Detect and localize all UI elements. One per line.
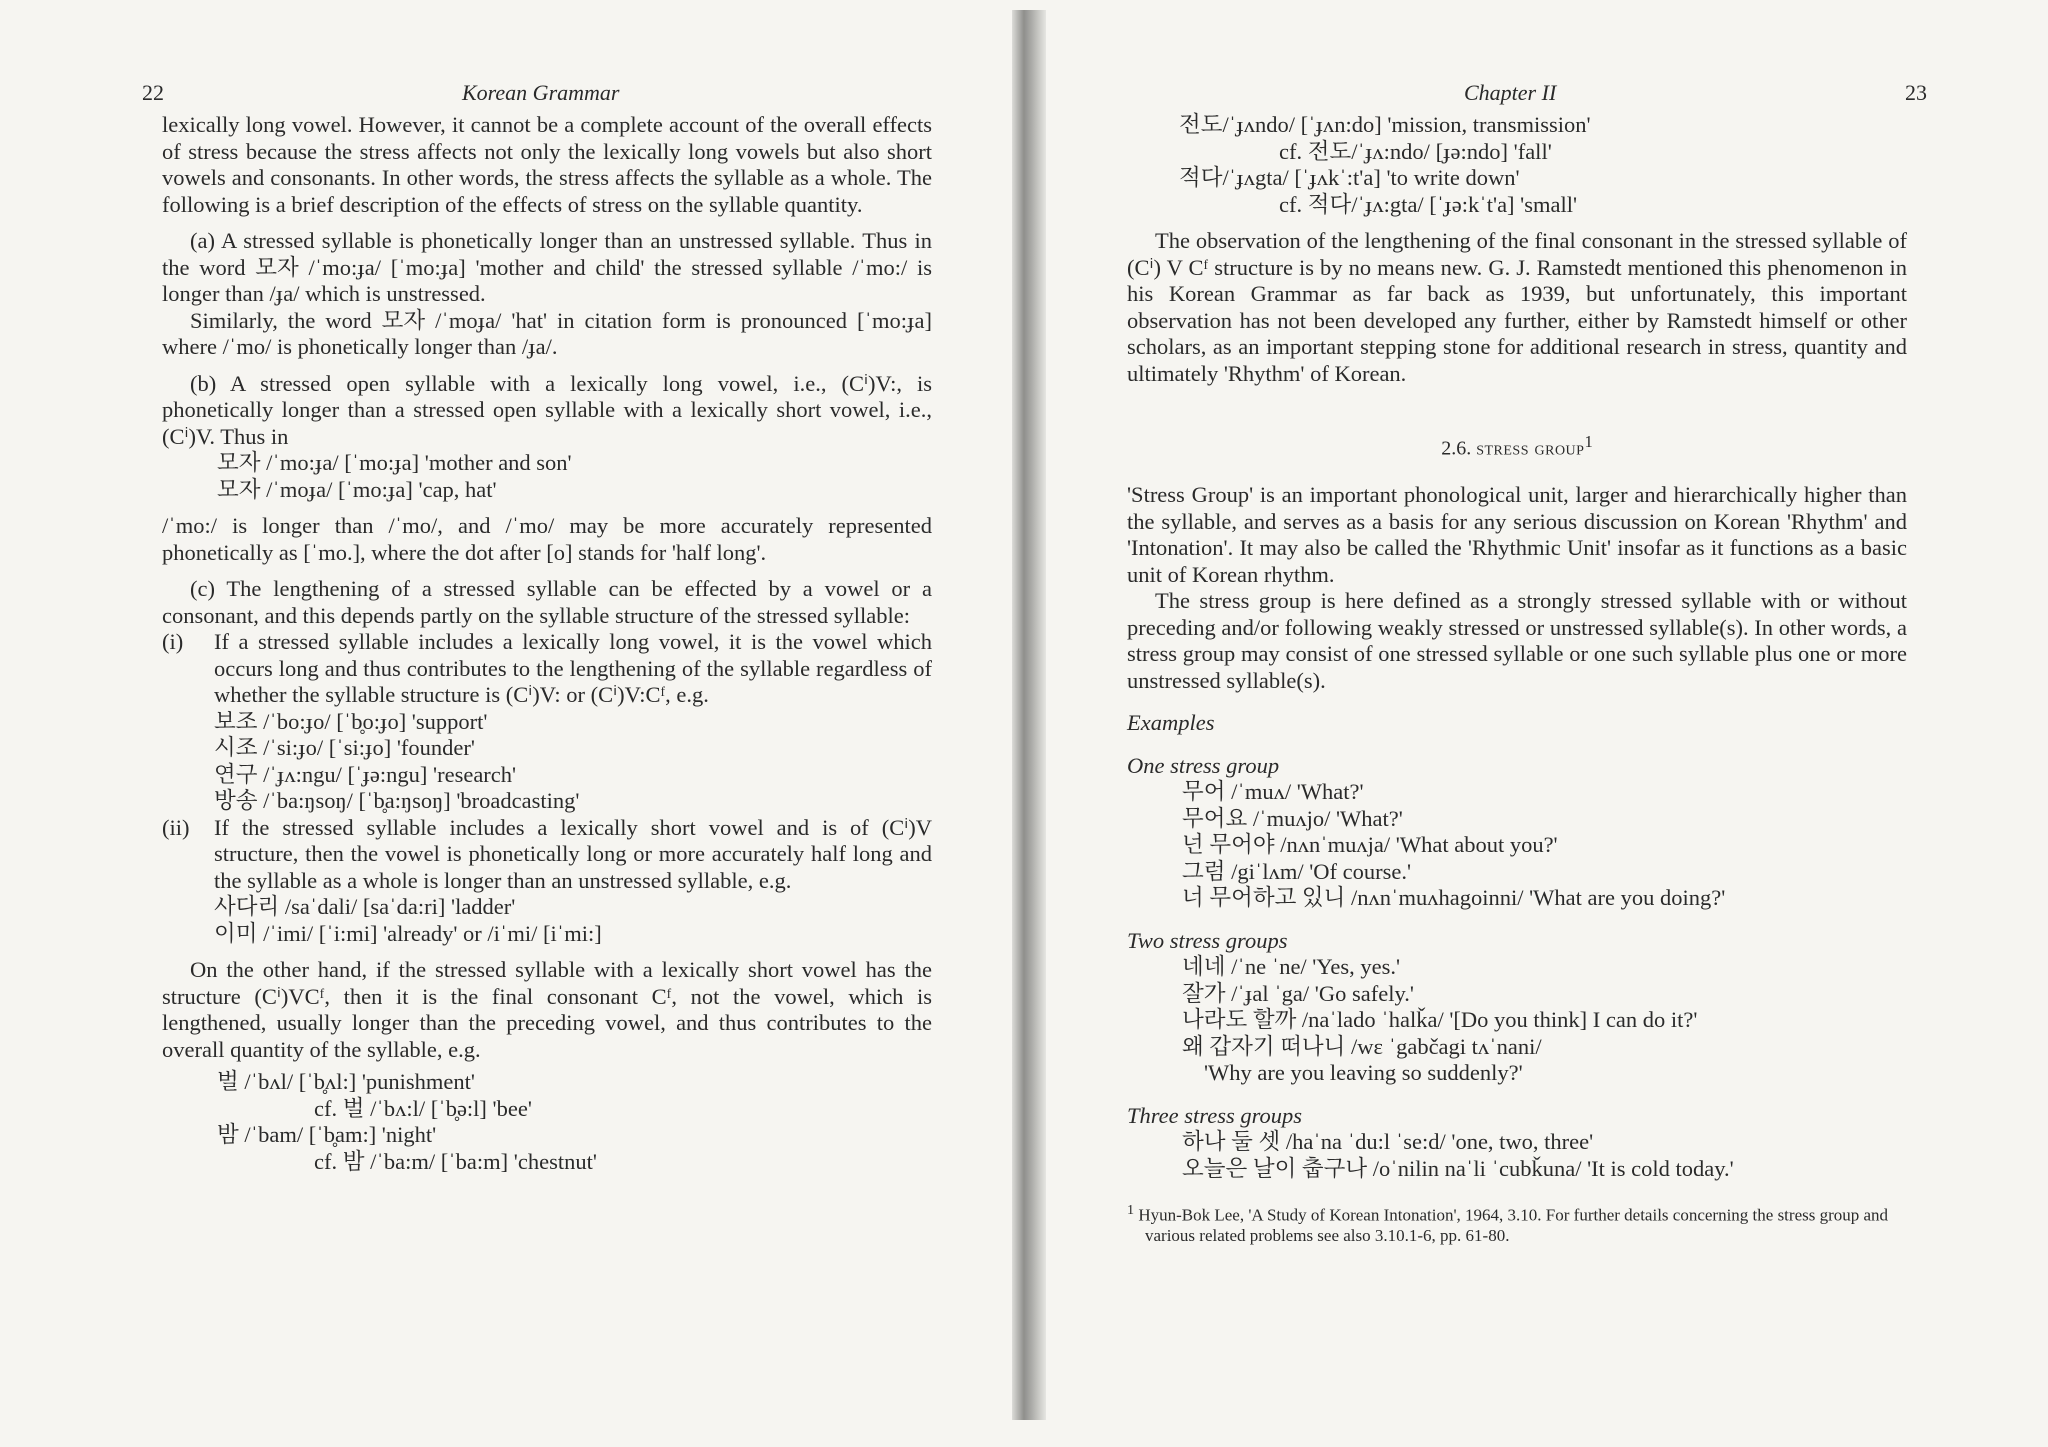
- example-list-final: [162, 1069, 932, 1175]
- left-running-head: [142, 80, 932, 112]
- paragraph: Similarly, the word 모자 /ˈmoɟa/ 'hat' in citation form is pronounced [ˈmo:ɟa] where /ˈmo/ is phonetically longer than /ɟa/.: [162, 307, 932, 359]
- example-line: cf. 전도/ˈɟʌ:ndo/ [ɟə:ndo] 'fall': [1279, 138, 1552, 164]
- example-line: 무어요 /ˈmuʌjo/ 'What?': [1182, 805, 1403, 831]
- section-number: 2.6.: [1441, 437, 1472, 460]
- examples-heading: Examples: [1127, 710, 1215, 736]
- three-stress-groups-heading: Three stress groups: [1127, 1102, 1303, 1128]
- right-running-head: [1127, 80, 1927, 112]
- paragraph: (a) A stressed syllable is phonetically longer than an unstressed syllable. Thus in the word 모자 /ˈmo:ɟa/ [ˈmo:ɟa] 'mother and child' the stressed syllable /ˈmo:/ is longer than /ɟa/ which is unstressed.: [162, 228, 932, 306]
- list-item-i: [162, 629, 932, 709]
- example-list-top: [1127, 112, 1907, 218]
- example-line: 벌 /ˈbʌl/ [ˈb̥ʌl:] 'punishment': [217, 1069, 475, 1094]
- section-heading: [1127, 429, 1907, 462]
- footnote-text: Hyun-Bok Lee, 'A Study of Korean Intonation', 1964, 3.10. For further details concerning the stress group and various related problems see also 3.10.1-6, pp. 61-80.: [1138, 1205, 1889, 1245]
- right-page-text: [1127, 80, 1927, 1246]
- example-line: 이미 /ˈimi/ [ˈi:mi] 'already' or /iˈmi/ [iˈmi:]: [214, 920, 602, 946]
- two-stress-groups-heading: Two stress groups: [1127, 927, 1288, 953]
- example-line: 모자 /ˈmo:ɟa/ [ˈmo:ɟa] 'mother and son': [217, 450, 572, 475]
- example-list-one: [1127, 779, 1907, 912]
- example-line: cf. 밤 /ˈba:m/ [ˈba:m] 'chestnut': [314, 1148, 597, 1174]
- example-line: 너 무어하고 있니 /nʌnˈmuʌhagoinni/ 'What are you doing?': [1182, 885, 1726, 911]
- right-page-number: 23: [1905, 80, 1927, 105]
- left-page: [0, 0, 1012, 1447]
- example-line: 연구 /ˈɟʌ:ngu/ [ˈɟə:ngu] 'research': [214, 761, 517, 787]
- example-list-three: [1127, 1129, 1907, 1182]
- list-text: If a stressed syllable includes a lexically long vowel, it is the vowel which occurs long and thus contributes to the lengthening of the syllable regardless of whether the syllable structure is (Cⁱ)V: or (Cⁱ)V:Cᶠ, e.g.: [214, 629, 932, 707]
- example-list-two: [1127, 954, 1907, 1087]
- example-line: 나라도 할까 /naˈlado ˈhalǩa/ '[Do you think] I can do it?': [1182, 1007, 1698, 1033]
- example-line: 모자 /ˈmoɟa/ [ˈmo:ɟa] 'cap, hat': [217, 476, 497, 502]
- example-line: 무어 /ˈmuʌ/ 'What?': [1182, 779, 1364, 805]
- left-page-number: 22: [142, 80, 164, 105]
- example-list-ii: [162, 894, 932, 947]
- section-title: stress group: [1476, 437, 1585, 460]
- footnote-mark: 1: [1127, 1202, 1135, 1219]
- right-running-title: Chapter II: [1464, 80, 1557, 105]
- example-line: 시조 /ˈsi:ɟo/ [ˈsi:ɟo] 'founder': [214, 735, 475, 760]
- example-list-b: [162, 450, 932, 503]
- example-line: cf. 적다/ˈɟʌ:gta/ [ˈɟə:kˈt'a] 'small': [1279, 191, 1578, 217]
- example-line: 보조 /ˈbo:ɟo/ [ˈb̥o:ɟo] 'support': [214, 708, 488, 734]
- example-line: 방송 /ˈba:ŋsoŋ/ [ˈb̥a:ŋsoŋ] 'broadcasting': [214, 788, 580, 813]
- example-line: 그럼 /giˈlʌm/ 'Of course.': [1182, 858, 1412, 884]
- paragraph: On the other hand, if the stressed syllable with a lexically short vowel has the structure (Cⁱ)VCᶠ, then it is the final consonant Cᶠ, not the vowel, which is lengthened, usually longer than the preceding vowel, and thus contributes to the overall quantity of the syllable, e.g.: [162, 957, 932, 1062]
- example-line: 전도/ˈɟʌndo/ [ˈɟʌn:do] 'mission, transmission': [1179, 112, 1591, 137]
- example-line: 네네 /ˈne ˈne/ 'Yes, yes.': [1182, 954, 1401, 980]
- list-number: (i): [162, 629, 184, 654]
- right-page: [1012, 0, 2048, 1447]
- list-number: (ii): [162, 814, 190, 840]
- list-text: If the stressed syllable includes a lexically short vowel and is of (Cⁱ)V structure, then the vowel is phonetically long or more accurately half long and the syllable as a whole is longer than an unstressed syllable, e.g.: [214, 814, 932, 893]
- example-line: 넌 무어야 /nʌnˈmuʌja/ 'What about you?': [1182, 832, 1558, 858]
- example-list-i: [162, 709, 932, 815]
- example-line: cf. 벌 /ˈbʌ:l/ [ˈb̥ə:l] 'bee': [314, 1095, 532, 1121]
- left-running-title: Korean Grammar: [462, 80, 620, 105]
- paragraph: /ˈmo:/ is longer than /ˈmo/, and /ˈmo/ may be more accurately represented phonetically as [ˈmo.], where the dot after [o] stands for 'half long'.: [162, 513, 932, 565]
- paragraph: (b) A stressed open syllable with a lexically long vowel, i.e., (Cⁱ)V:, is phonetically longer than a stressed open syllable with a lexically short vowel, i.e., (Cⁱ)V. Thus in: [162, 370, 932, 449]
- paragraph: The observation of the lengthening of the final consonant in the stressed syllable of (Cⁱ) V Cᶠ structure is by no means new. G. J. Ramstedt mentioned this phenomenon in his Korean Grammar as far back as 1939, but unfortunately, this important observation has not been developed any further, either by Ramstedt himself or other scholars, as an important stepping stone for additional research in stress, quantity and ultimately 'Rhythm' of Korean.: [1127, 228, 1907, 386]
- example-line: 잘가 /ˈɟal ˈga/ 'Go safely.': [1182, 980, 1414, 1006]
- example-line: 밤 /ˈbam/ [ˈb̥am:] 'night': [217, 1122, 437, 1147]
- left-page-text: [142, 80, 932, 1175]
- paragraph: (c) The lengthening of a stressed syllable can be effected by a vowel or a consonant, and this depends partly on the syllable structure of the stressed syllable:: [162, 576, 932, 628]
- example-line: 왜 갑자기 떠나니 /wɛ ˈgabčagi tʌˈnani/: [1182, 1033, 1542, 1059]
- paragraph: lexically long vowel. However, it cannot be a complete account of the overall effects of stress because the stress affects not only the lexically long vowels but also short vowels and consonants. In other words, the stress affects the syllable as a whole. The following is a brief description of the effects of stress on the syllable quantity.: [162, 112, 932, 217]
- example-gloss: 'Why are you leaving so suddenly?': [1204, 1060, 1523, 1086]
- example-line: 적다/ˈɟʌgta/ [ˈɟʌkˈ:t'a] 'to write down': [1179, 165, 1520, 190]
- footnote: [1127, 1200, 1907, 1246]
- book-gutter: [1012, 10, 1046, 1420]
- example-line: 사다리 /saˈdali/ [saˈda:ri] 'ladder': [214, 894, 516, 919]
- paragraph: 'Stress Group' is an important phonological unit, larger and hierarchically higher than the syllable, and serves as a basis for any serious discussion on Korean 'Rhythm' and 'Intonation'. It may also be called the 'Rhythmic Unit' insofar as it functions as a basic unit of Korean rhythm.: [1127, 482, 1907, 587]
- paragraph: The stress group is here defined as a strongly stressed syllable with or without preceding and/or following weakly stressed or unstressed syllable(s). In other words, a stress group may consist of one stressed syllable or one such syllable plus one or more unstressed syllable(s).: [1127, 588, 1907, 693]
- example-line: 오늘은 날이 춥구나 /oˈnilin naˈli ˈcubǩuna/ 'It is cold today.': [1182, 1155, 1734, 1181]
- list-item-ii: [162, 815, 932, 895]
- example-line: 하나 둘 셋 /haˈna ˈdu:l ˈse:d/ 'one, two, three': [1182, 1129, 1594, 1155]
- footnote-ref: 1: [1584, 432, 1593, 451]
- one-stress-group-heading: One stress group: [1127, 752, 1280, 778]
